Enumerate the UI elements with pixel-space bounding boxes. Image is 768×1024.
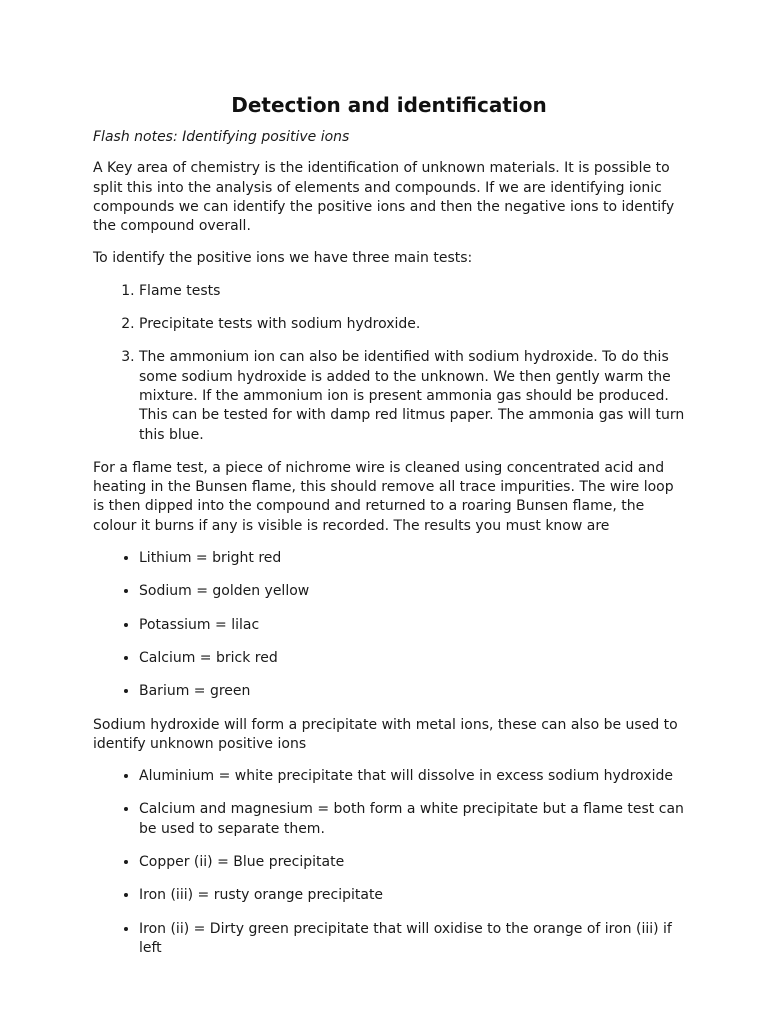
list-item: 2. Precipitate tests with sodium hydroxide. (139, 315, 685, 334)
document-page (93, 92, 685, 972)
precip-intro-paragraph: Sodium hydroxide will form a precipitate with metal ions, these can also be used to identify unknown positive ions (93, 716, 678, 752)
tests-intro-paragraph: To identify the positive ions we have three main tests: (93, 250, 473, 267)
list-item: • Potassium = lilac (139, 616, 685, 635)
tests-list (93, 282, 685, 445)
list-item: 3. The ammonium ion can also be identified with sodium hydroxide. To do this some sodium hydroxide is added to the unknown. We then gently warm the mixture. If the ammonium ion is present ammonia gas should be produced. This can be tested for with damp red litmus paper. The ammonia gas will turn this blue. (139, 348, 685, 444)
list-item: • Lithium = bright red (139, 549, 685, 568)
list-item: • Iron (ii) = Dirty green precipitate that will oxidise to the orange of iron (iii) if left (139, 920, 685, 959)
list-item: • Calcium = brick red (139, 649, 685, 668)
list-item: 1. Flame tests (139, 282, 685, 301)
precip-results-list (93, 767, 685, 958)
list-item: • Barium = green (139, 682, 685, 701)
list-item: • Calcium and magnesium = both form a white precipitate but a flame test can be used to separate them. (139, 800, 685, 839)
intro-paragraph: A Key area of chemistry is the identification of unknown materials. It is possible to split this into the analysis of elements and compounds. If we are identifying ionic compounds we can identify the positive ions and then the negative ions to identify the compound overall. (93, 160, 675, 235)
flame-intro-paragraph: For a flame test, a piece of nichrome wire is cleaned using concentrated acid and heating in the Bunsen flame, this should remove all trace impurities. The wire loop is then dipped into the compound and returned to a roaring Bunsen flame, the colour it burns if any is visible is recorded. The results you must know are (93, 459, 674, 534)
flame-results-list (93, 549, 685, 701)
list-item: • Copper (ii) = Blue precipitate (139, 853, 685, 872)
subtitle: Flash notes: Identifying positive ions (93, 129, 350, 145)
list-item: • Iron (iii) = rusty orange precipitate (139, 886, 685, 905)
page-title: Detection and identification (231, 93, 547, 117)
list-item: • Aluminium = white precipitate that will dissolve in excess sodium hydroxide (139, 767, 685, 786)
list-item: • Sodium = golden yellow (139, 582, 685, 601)
